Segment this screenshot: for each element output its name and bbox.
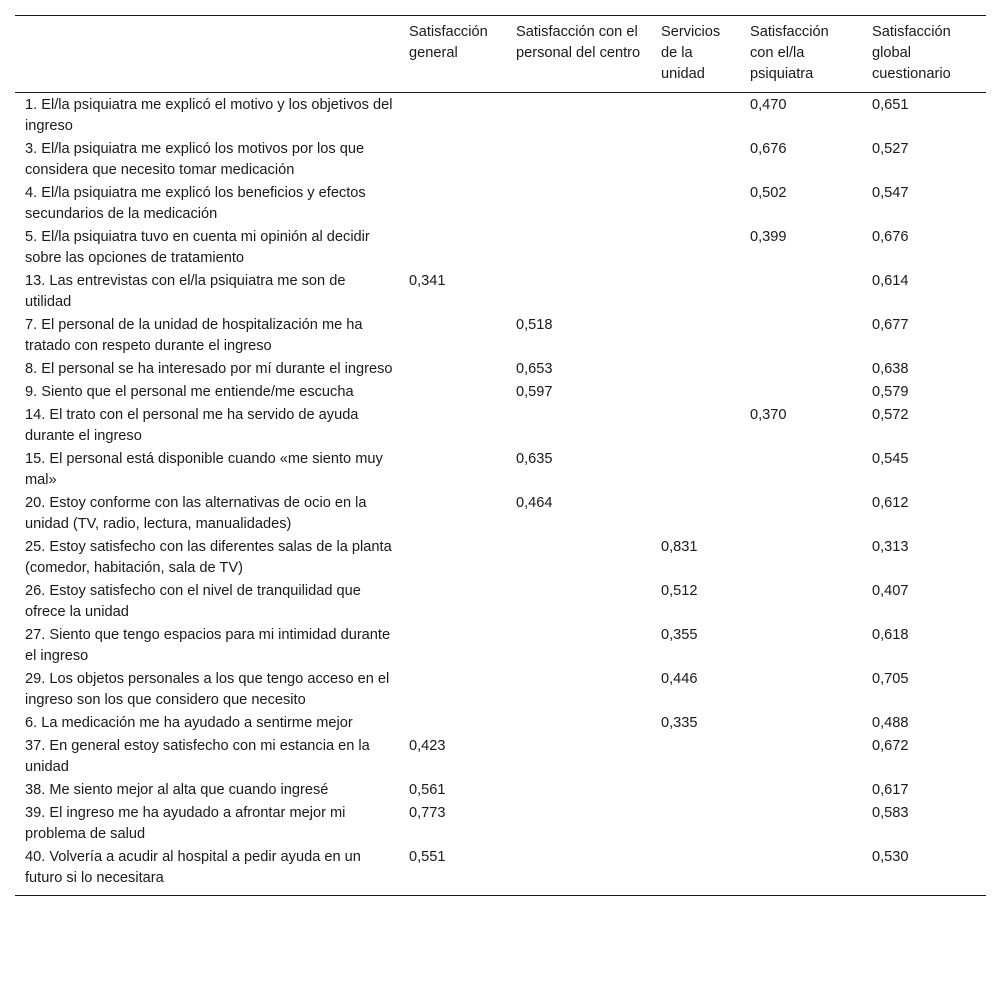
table-row <box>15 580 986 624</box>
cell-satisfaccion-psiquiatra <box>740 735 862 779</box>
table-row <box>15 182 986 226</box>
cell-satisfaccion-personal: 0,635 <box>516 451 553 467</box>
cell-satisfaccion-global: 0,530 <box>872 849 909 865</box>
cell-satisfaccion-personal: 0,597 <box>516 384 553 400</box>
table-row <box>15 358 986 381</box>
cell-satisfaccion-personal <box>506 624 651 668</box>
header-cell-satisfaccion-global: Satisfacción global cuestionario <box>872 24 951 82</box>
cell-satisfaccion-global: 0,672 <box>872 738 909 754</box>
cell-satisfaccion-personal <box>506 536 651 580</box>
cell-servicios-unidad <box>651 404 740 448</box>
cell-satisfaccion-psiquiatra <box>740 846 862 896</box>
cell-satisfaccion-global: 0,677 <box>872 317 909 333</box>
cell-satisfaccion-psiquiatra <box>740 492 862 536</box>
cell-servicios-unidad <box>651 226 740 270</box>
cell-satisfaccion-general <box>399 404 506 448</box>
cell-satisfaccion-general: 0,561 <box>409 782 446 798</box>
table-container <box>15 15 986 896</box>
cell-satisfaccion-general <box>399 182 506 226</box>
table-row <box>15 226 986 270</box>
cell-satisfaccion-general <box>399 226 506 270</box>
table-header <box>15 16 986 93</box>
cell-servicios-unidad: 0,355 <box>661 627 698 643</box>
cell-servicios-unidad: 0,512 <box>661 583 698 599</box>
table-row <box>15 779 986 802</box>
cell-satisfaccion-global: 0,527 <box>872 141 909 157</box>
cell-satisfaccion-personal <box>506 138 651 182</box>
cell-servicios-unidad <box>651 93 740 139</box>
cell-item-text: 39. El ingreso me ha ayudado a afrontar mejor mi problema de salud <box>25 805 346 842</box>
cell-satisfaccion-general <box>399 138 506 182</box>
header-cell-satisfaccion-personal: Satisfacción con el personal del centro <box>516 24 641 61</box>
cell-item-text: 4. El/la psiquiatra me explicó los beneficios y efectos secundarios de la medicación <box>25 185 366 222</box>
cell-satisfaccion-global: 0,488 <box>872 715 909 731</box>
table-row <box>15 314 986 358</box>
cell-satisfaccion-global: 0,572 <box>872 407 909 423</box>
cell-servicios-unidad: 0,446 <box>661 671 698 687</box>
cell-satisfaccion-personal <box>506 404 651 448</box>
cell-satisfaccion-psiquiatra <box>740 580 862 624</box>
cell-satisfaccion-general <box>399 668 506 712</box>
cell-servicios-unidad <box>651 448 740 492</box>
cell-satisfaccion-personal: 0,464 <box>516 495 553 511</box>
table-row <box>15 802 986 846</box>
cell-servicios-unidad <box>651 802 740 846</box>
cell-servicios-unidad <box>651 779 740 802</box>
cell-satisfaccion-global: 0,612 <box>872 495 909 511</box>
cell-satisfaccion-personal <box>506 93 651 139</box>
cell-satisfaccion-global: 0,313 <box>872 539 909 555</box>
cell-item-text: 7. El personal de la unidad de hospitalización me ha tratado con respeto durante el ingreso <box>25 317 363 354</box>
cell-satisfaccion-personal: 0,653 <box>516 361 553 377</box>
cell-satisfaccion-psiquiatra <box>740 358 862 381</box>
cell-satisfaccion-personal <box>506 668 651 712</box>
cell-satisfaccion-personal <box>506 846 651 896</box>
cell-satisfaccion-global: 0,579 <box>872 384 909 400</box>
table-row <box>15 93 986 139</box>
cell-servicios-unidad <box>651 314 740 358</box>
cell-item-text: 27. Siento que tengo espacios para mi intimidad durante el ingreso <box>25 627 391 664</box>
table-row <box>15 735 986 779</box>
cell-satisfaccion-general: 0,773 <box>409 805 446 821</box>
cell-item-text: 38. Me siento mejor al alta que cuando ingresé <box>25 782 329 798</box>
cell-satisfaccion-global: 0,676 <box>872 229 909 245</box>
cell-satisfaccion-global: 0,583 <box>872 805 909 821</box>
cell-item-text: 29. Los objetos personales a los que tengo acceso en el ingreso son los que considero que necesito <box>25 671 390 708</box>
cell-satisfaccion-psiquiatra: 0,370 <box>750 407 787 423</box>
cell-satisfaccion-personal <box>506 182 651 226</box>
cell-satisfaccion-general: 0,341 <box>409 273 446 289</box>
cell-item-text: 6. La medicación me ha ayudado a sentirme mejor <box>25 715 353 731</box>
header-cell-item <box>15 16 399 93</box>
cell-satisfaccion-psiquiatra <box>740 314 862 358</box>
cell-item-text: 1. El/la psiquiatra me explicó el motivo y los objetivos del ingreso <box>25 97 393 134</box>
cell-item-text: 9. Siento que el personal me entiende/me escucha <box>25 384 354 400</box>
cell-item-text: 37. En general estoy satisfecho con mi estancia en la unidad <box>25 738 370 775</box>
cell-satisfaccion-personal <box>506 735 651 779</box>
table-row <box>15 668 986 712</box>
cell-satisfaccion-personal <box>506 779 651 802</box>
cell-satisfaccion-general <box>399 492 506 536</box>
cell-item-text: 26. Estoy satisfecho con el nivel de tranquilidad que ofrece la unidad <box>25 583 361 620</box>
cell-satisfaccion-general <box>399 448 506 492</box>
cell-item-text: 15. El personal está disponible cuando «me siento muy mal» <box>25 451 383 488</box>
cell-servicios-unidad <box>651 270 740 314</box>
cell-satisfaccion-psiquiatra: 0,399 <box>750 229 787 245</box>
cell-servicios-unidad: 0,335 <box>661 715 698 731</box>
cell-satisfaccion-psiquiatra <box>740 270 862 314</box>
cell-servicios-unidad <box>651 138 740 182</box>
cell-satisfaccion-general <box>399 580 506 624</box>
cell-servicios-unidad: 0,831 <box>661 539 698 555</box>
cell-satisfaccion-global: 0,618 <box>872 627 909 643</box>
cell-satisfaccion-global: 0,705 <box>872 671 909 687</box>
cell-satisfaccion-psiquiatra <box>740 536 862 580</box>
cell-satisfaccion-psiquiatra: 0,470 <box>750 97 787 113</box>
cell-satisfaccion-personal <box>506 712 651 735</box>
table-body <box>15 93 986 896</box>
cell-satisfaccion-general <box>399 381 506 404</box>
table-row <box>15 712 986 735</box>
cell-servicios-unidad <box>651 358 740 381</box>
table-row <box>15 138 986 182</box>
table-row <box>15 448 986 492</box>
cell-satisfaccion-psiquiatra: 0,502 <box>750 185 787 201</box>
table-row <box>15 624 986 668</box>
cell-item-text: 5. El/la psiquiatra tuvo en cuenta mi opinión al decidir sobre las opciones de tratamiento <box>25 229 370 266</box>
cell-servicios-unidad <box>651 846 740 896</box>
cell-satisfaccion-global: 0,638 <box>872 361 909 377</box>
factor-loadings-table <box>15 15 986 896</box>
cell-satisfaccion-psiquiatra <box>740 624 862 668</box>
cell-item-text: 3. El/la psiquiatra me explicó los motivos por los que considera que necesito tomar medicación <box>25 141 365 178</box>
cell-satisfaccion-global: 0,547 <box>872 185 909 201</box>
table-row <box>15 492 986 536</box>
cell-satisfaccion-global: 0,651 <box>872 97 909 113</box>
cell-satisfaccion-psiquiatra <box>740 448 862 492</box>
cell-satisfaccion-psiquiatra <box>740 779 862 802</box>
cell-satisfaccion-psiquiatra <box>740 381 862 404</box>
cell-satisfaccion-psiquiatra <box>740 668 862 712</box>
table-row <box>15 536 986 580</box>
cell-satisfaccion-personal <box>506 226 651 270</box>
cell-servicios-unidad <box>651 735 740 779</box>
cell-satisfaccion-personal <box>506 270 651 314</box>
header-cell-satisfaccion-psiquiatra: Satisfacción con el/la psiquiatra <box>750 24 829 82</box>
cell-satisfaccion-personal <box>506 802 651 846</box>
cell-satisfaccion-psiquiatra <box>740 712 862 735</box>
cell-satisfaccion-global: 0,545 <box>872 451 909 467</box>
cell-satisfaccion-general <box>399 358 506 381</box>
table-row <box>15 846 986 896</box>
cell-item-text: 14. El trato con el personal me ha servido de ayuda durante el ingreso <box>25 407 359 444</box>
table-row <box>15 404 986 448</box>
cell-satisfaccion-psiquiatra <box>740 802 862 846</box>
cell-satisfaccion-general <box>399 93 506 139</box>
cell-satisfaccion-general: 0,423 <box>409 738 446 754</box>
cell-servicios-unidad <box>651 381 740 404</box>
table-row <box>15 270 986 314</box>
cell-satisfaccion-personal: 0,518 <box>516 317 553 333</box>
header-row <box>15 16 986 93</box>
cell-item-text: 8. El personal se ha interesado por mí durante el ingreso <box>25 361 393 377</box>
cell-item-text: 40. Volvería a acudir al hospital a pedir ayuda en un futuro si lo necesitara <box>25 849 361 886</box>
cell-satisfaccion-general <box>399 624 506 668</box>
cell-satisfaccion-personal <box>506 580 651 624</box>
cell-satisfaccion-general <box>399 314 506 358</box>
cell-servicios-unidad <box>651 182 740 226</box>
cell-item-text: 20. Estoy conforme con las alternativas de ocio en la unidad (TV, radio, lectura, manualidades) <box>25 495 367 532</box>
cell-satisfaccion-global: 0,614 <box>872 273 909 289</box>
cell-servicios-unidad <box>651 492 740 536</box>
cell-item-text: 13. Las entrevistas con el/la psiquiatra me son de utilidad <box>25 273 346 310</box>
cell-satisfaccion-general <box>399 536 506 580</box>
header-cell-servicios-unidad: Servicios de la unidad <box>661 24 721 82</box>
table-row <box>15 381 986 404</box>
cell-satisfaccion-global: 0,407 <box>872 583 909 599</box>
cell-satisfaccion-general <box>399 712 506 735</box>
cell-satisfaccion-global: 0,617 <box>872 782 909 798</box>
cell-item-text: 25. Estoy satisfecho con las diferentes salas de la planta (comedor, habitación, sala de TV) <box>25 539 392 576</box>
header-cell-satisfaccion-general: Satisfacción general <box>409 24 488 61</box>
cell-satisfaccion-general: 0,551 <box>409 849 446 865</box>
cell-satisfaccion-psiquiatra: 0,676 <box>750 141 787 157</box>
